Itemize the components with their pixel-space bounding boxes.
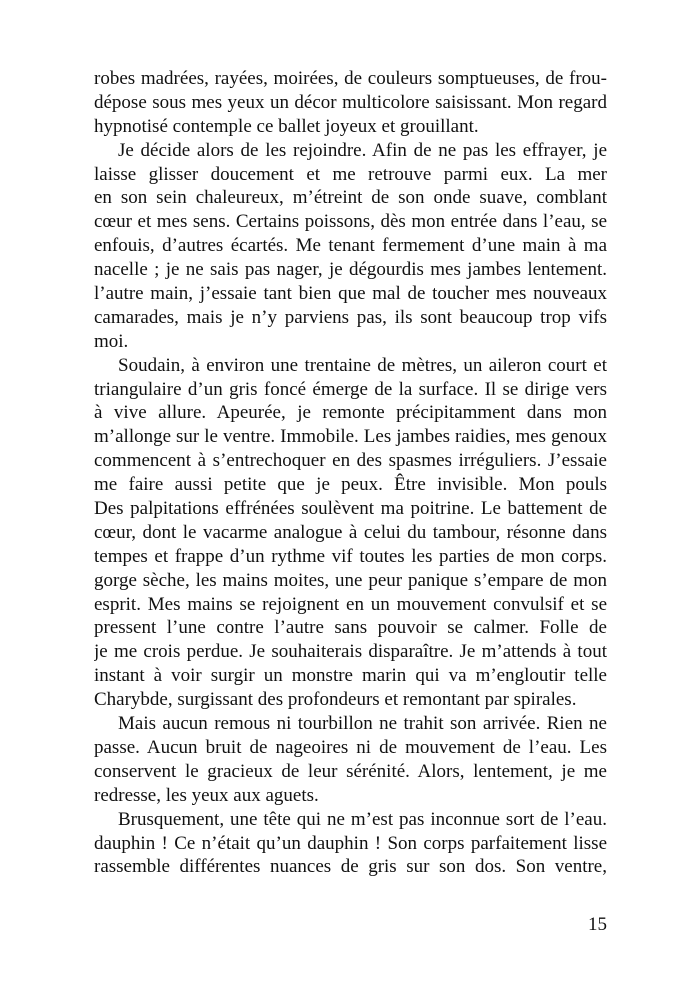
text-line: commencent à s’entrechoquer en des spasmes irréguliers. J’essaie: [94, 450, 607, 472]
text-line: laisse glisser doucement et me retrouve parmi eux. La mer: [94, 163, 607, 185]
text-line: Des palpitations effrénées soulèvent ma poitrine. Le battement de: [94, 498, 607, 520]
text-line: passe. Aucun bruit de nageoires ni de mouvement de l’eau. Les: [94, 736, 607, 758]
text-line: Charybde, surgissant des profondeurs et remontant par spirales.: [94, 689, 577, 711]
text-line: robes madrées, rayées, moirées, de couleurs somptueuses, de frou-: [94, 68, 607, 89]
paragraph: [94, 712, 607, 808]
text-line: l’autre main, j’essaie tant bien que mal de toucher mes nouveaux: [94, 283, 607, 305]
text-line: hypnotisé contemple ce ballet joyeux et grouillant.: [94, 115, 479, 137]
text-line: camarades, mais je n’y parviens pas, ils sont beaucoup trop vifs: [94, 306, 607, 328]
text-line: je me crois perdue. Je souhaiterais disparaître. Je m’attends à tout: [94, 641, 607, 663]
text-line: nacelle ; je ne sais pas nager, je dégourdis mes jambes lentement.: [94, 259, 607, 281]
text-line: triangulaire d’un gris foncé émerge de la surface. Il se dirige vers: [94, 378, 607, 400]
text-line: m’allonge sur le ventre. Immobile. Les jambes raidies, mes genoux: [94, 426, 607, 448]
body-text: [94, 67, 607, 879]
text-line: esprit. Mes mains se rejoignent en un mouvement convulsif et se: [94, 593, 607, 615]
text-line: Mais aucun remous ni tourbillon ne trahit son arrivée. Rien ne: [118, 713, 607, 735]
text-line: conservent le gracieux de leur sérénité. Alors, lentement, je me: [94, 760, 607, 782]
text-line: tempes et frappe d’un rythme vif toutes les parties de mon corps.: [94, 545, 607, 567]
paragraph: [94, 354, 607, 712]
paragraph: [94, 139, 607, 354]
text-line: dépose sous mes yeux un décor multicolore saisissant. Mon regard: [94, 91, 607, 113]
text-line: cœur et mes sens. Certains poissons, dès mon entrée dans l’eau, se: [94, 211, 607, 233]
paragraph: [94, 808, 607, 880]
page-number: 15: [588, 914, 607, 935]
text-line: Je décide alors de les rejoindre. Afin de ne pas les effrayer, je: [118, 139, 607, 161]
text-line: Brusquement, une tête qui ne m’est pas inconnue sort de l’eau.: [118, 808, 607, 830]
text-line: à vive allure. Apeurée, je remonte précipitamment dans mon: [94, 402, 607, 424]
text-line: Soudain, à environ une trentaine de mètres, un aileron court et: [118, 354, 607, 376]
text-line: instant à voir surgir un monstre marin qui va m’engloutir telle: [94, 665, 607, 687]
text-line: rassemble différentes nuances de gris sur son dos. Son ventre,: [94, 856, 607, 878]
text-line: gorge sèche, les mains moites, une peur panique s’empare de mon: [94, 569, 607, 591]
text-line: pressent l’une contre l’autre sans pouvoir se calmer. Folle de: [94, 617, 607, 639]
text-line: enfouis, d’autres écartés. Me tenant fermement d’une main à ma: [94, 235, 607, 257]
text-line: moi.: [94, 330, 129, 352]
text-line: me faire aussi petite que je peux. Être invisible. Mon pouls: [94, 474, 607, 496]
text-line: en son sein chaleureux, m’étreint de son onde suave, comblant: [94, 187, 607, 209]
text-line: redresse, les yeux aux aguets.: [94, 784, 319, 806]
text-line: dauphin ! Ce n’était qu’un dauphin ! Son corps parfaitement lisse: [94, 832, 607, 854]
text-line: cœur, dont le vacarme analogue à celui du tambour, résonne dans: [94, 521, 607, 543]
paragraph: [94, 67, 607, 139]
